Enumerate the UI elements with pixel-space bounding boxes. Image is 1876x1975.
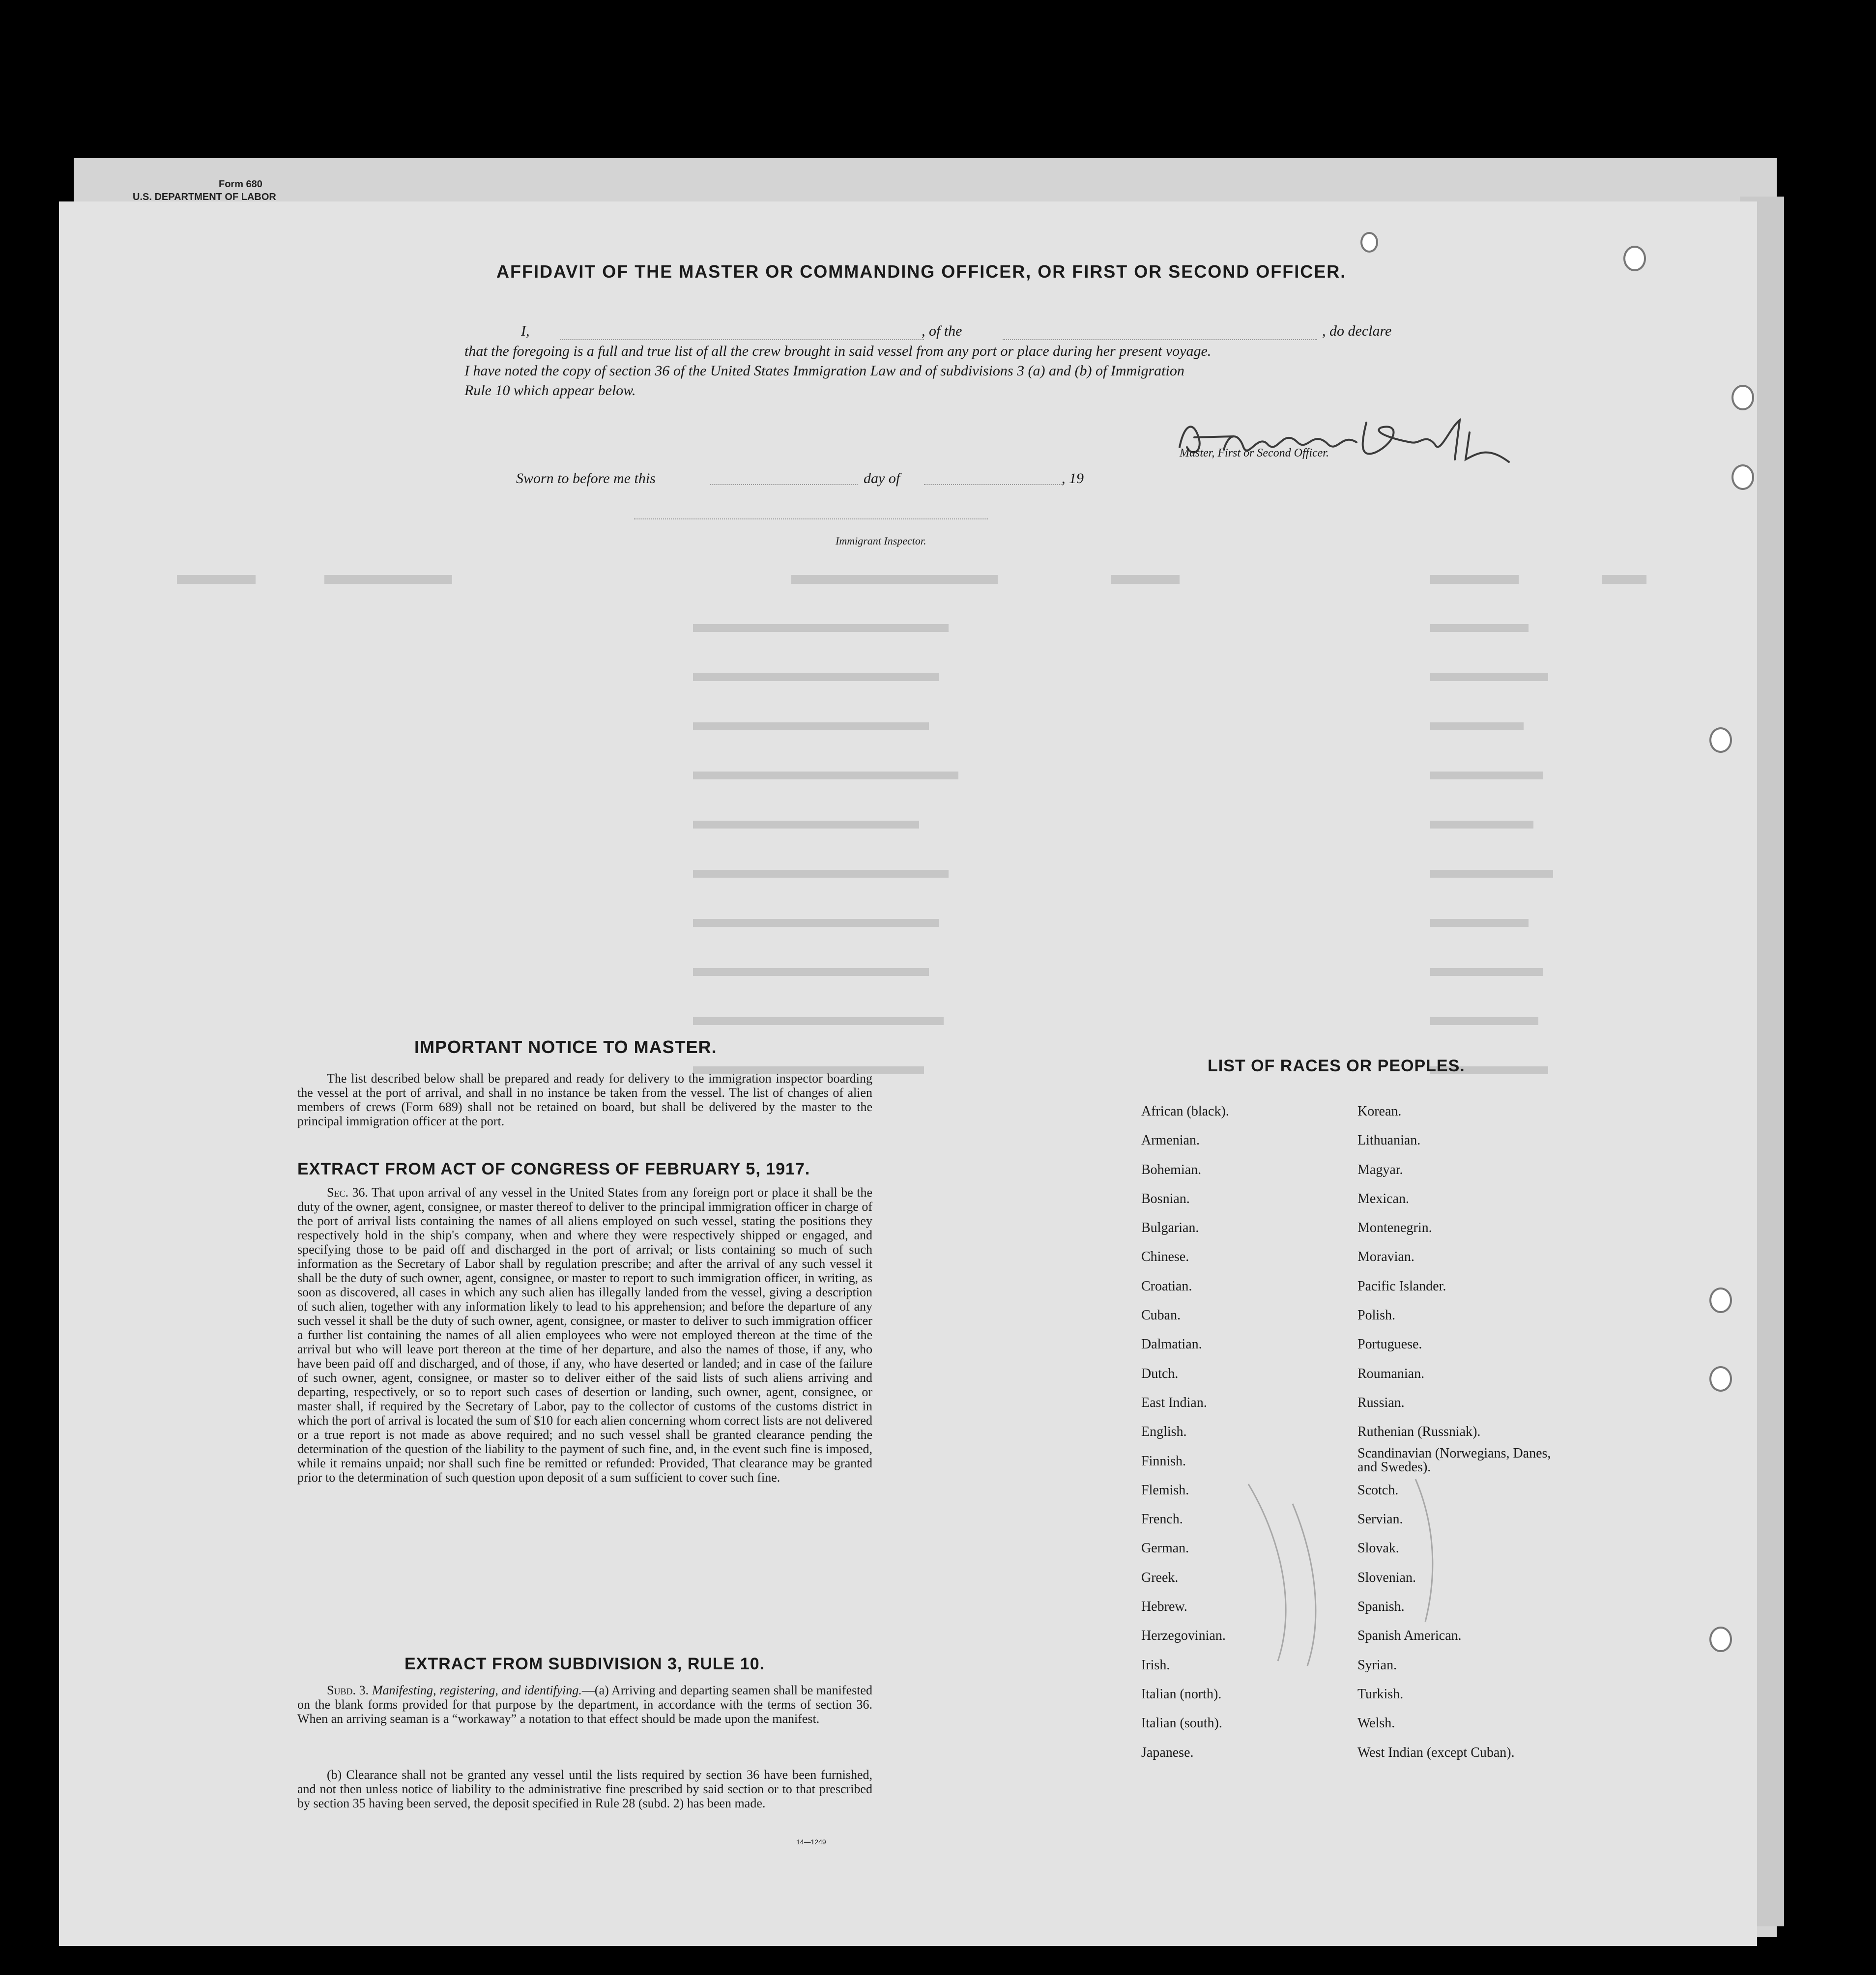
race-item: African (black). xyxy=(1141,1104,1229,1119)
inspector-label: Immigrant Inspector. xyxy=(836,535,926,547)
extract-act-body xyxy=(297,1185,872,1485)
race-item: French. xyxy=(1141,1512,1183,1527)
punch-hole-2 xyxy=(1732,385,1754,410)
race-item: Polish. xyxy=(1357,1308,1396,1323)
race-item: Bulgarian. xyxy=(1141,1220,1199,1236)
print-code: 14—1249 xyxy=(796,1838,826,1846)
subd-heading: Manifesting, registering, and identifying. xyxy=(372,1683,582,1697)
declaration-line-1 xyxy=(521,322,1430,341)
race-item: Herzegovinian. xyxy=(1141,1628,1226,1644)
day-of-text: day of xyxy=(864,470,900,487)
races-left-column xyxy=(1141,1097,1229,1767)
form-header xyxy=(133,178,276,203)
race-item: Armenian. xyxy=(1141,1133,1200,1148)
punch-hole-4 xyxy=(1709,727,1732,753)
department-name: U.S. DEPARTMENT OF LABOR xyxy=(133,192,276,202)
subd-label: Subd. 3. xyxy=(327,1683,369,1697)
punch-hole-8 xyxy=(1360,232,1378,253)
race-item: Slovenian. xyxy=(1357,1570,1416,1585)
sworn-text: Sworn to before me this xyxy=(516,470,656,487)
races-title: LIST OF RACES OR PEOPLES. xyxy=(1208,1057,1465,1075)
race-item: Servian. xyxy=(1357,1512,1403,1527)
race-item: Slovak. xyxy=(1357,1541,1399,1556)
race-item: Italian (north). xyxy=(1141,1686,1222,1702)
race-item: Pacific Islander. xyxy=(1357,1278,1446,1294)
race-item: Mexican. xyxy=(1357,1191,1409,1206)
race-item: Italian (south). xyxy=(1141,1716,1222,1731)
race-item: East Indian. xyxy=(1141,1395,1207,1410)
race-item: German. xyxy=(1141,1541,1189,1556)
race-item: Hebrew. xyxy=(1141,1599,1187,1615)
declaration-line-4: Rule 10 which appear below. xyxy=(464,382,636,399)
race-item: Moravian. xyxy=(1357,1249,1414,1265)
race-item: Turkish. xyxy=(1357,1686,1404,1702)
sec-36-text: That upon arrival of any vessel in the United States from any foreign port or place it shall be the duty of the owner, agent, consignee, or master thereof to deliver to the principal immigration officer in charge of the port of arrival lists containing the names of all aliens employed on such vessel, stating the positions they respectively hold in the ship's company, when and where they were respectively shipped or engaged, and specifying those to be paid off and discharged in the port of arrival; or lists containing so much of such information as the Secretary of Labor shall by regulation prescribe; and after the arrival of any such vessel it shall be the duty of such owner, agent, consignee, or master to report to such immigration officer, in writing, as soon as discovered, all cases in which any such alien has illegally landed from the vessel, giving a description of such alien, together with any information likely to lead to his apprehension; and before the departure of any such vessel it shall be the duty of such owner, agent, consignee, or master to deliver to such immigration officer a further list containing the names of all alien employees who were not employed thereon at the time of the arrival but who will leave port thereon at the time of her departure, and also the names of those, if any, who have been paid off and discharged, and of those, if any, who have deserted or landed; and in case of the failure of such owner, agent, consignee, or master so to deliver either of the said lists of such aliens arriving and departing, respectively, or so to report such cases of desertion or landing, such owner, agent, consignee, or master shall, if required by the Secretary of Labor, pay to the collector of customs of the customs district in which the port of arrival is located the sum of $10 for each alien concerning whom correct lists are not delivered or a true report is not made as above required; and no such vessel shall be granted clearance pending the determination of the question of the liability to the payment of such fine, and, in the event such fine is imposed, while it remains unpaid; nor shall such fine be remitted or refunded: Provided, That clearance may be granted prior to the determination of such question upon deposit of a sum sufficient to cover such fine. xyxy=(297,1185,872,1485)
race-item: Bohemian. xyxy=(1141,1162,1202,1177)
race-item: Welsh. xyxy=(1357,1716,1395,1731)
subd-b-paragraph: (b) Clearance shall not be granted any vessel until the lists required by section 36 have been furnished, and not then unless notice of liability to the administrative fine prescribed by said section or to that prescribed by section 35 having been served, the deposit specified in Rule 28 (subd. 2) has been made. xyxy=(297,1768,872,1810)
race-item: West Indian (except Cuban). xyxy=(1357,1745,1515,1760)
race-item: Roumanian. xyxy=(1357,1366,1425,1381)
master-label: Master, First or Second Officer. xyxy=(1180,447,1329,459)
race-item: Bosnian. xyxy=(1141,1191,1190,1206)
race-item: Finnish. xyxy=(1141,1453,1186,1469)
inspector-signature-blank xyxy=(634,518,988,519)
race-item: Spanish American. xyxy=(1357,1628,1462,1644)
affidavit-title: AFFIDAVIT OF THE MASTER OR COMMANDING OFFICER, OR FIRST OR SECOND OFFICER. xyxy=(496,261,1347,282)
subd-a-paragraph xyxy=(297,1683,872,1726)
race-item: Spanish. xyxy=(1357,1599,1405,1615)
punch-hole-6 xyxy=(1709,1366,1732,1392)
race-item: Irish. xyxy=(1141,1657,1170,1673)
race-item: Scandinavian (Norwegians, Danes, and Swedes). xyxy=(1357,1445,1551,1475)
decl-declare: , do declare xyxy=(1322,323,1392,339)
race-item: Chinese. xyxy=(1141,1249,1189,1265)
decl-i: I, xyxy=(521,323,530,339)
race-item: Syrian. xyxy=(1357,1657,1397,1673)
race-item: Flemish. xyxy=(1141,1482,1189,1498)
declaration-line-2: that the foregoing is a full and true list of all the crew brought in said vessel from any port or place during her present voyage. xyxy=(464,343,1212,359)
notice-body: The list described below shall be prepared and ready for delivery to the immigration inspector boarding the vessel at the port of arrival, and shall in no instance be taken from the vessel. The list of changes of alien members of crews (Form 689) shall not be retained on board, but shall be delivered by the master to the principal immigration officer at the port. xyxy=(297,1071,872,1128)
race-item: Cuban. xyxy=(1141,1308,1181,1323)
punch-hole-3 xyxy=(1732,464,1754,490)
punch-hole-7 xyxy=(1709,1627,1732,1652)
notice-title: IMPORTANT NOTICE TO MASTER. xyxy=(414,1037,717,1057)
race-item: Magyar. xyxy=(1357,1162,1403,1177)
race-item: Scotch. xyxy=(1357,1482,1399,1498)
sworn-day-blank xyxy=(710,484,858,485)
month-blank xyxy=(924,484,1062,485)
pencil-marks xyxy=(1219,1474,1465,1671)
subd-a-text: —(a) Arriving and departing seamen shall be manifested on the blank forms provided for that purpose by the department, in accordance with the terms of section 36. When an arriving seaman is a “workaway” a notation to that effect should be made upon the manifest. xyxy=(297,1683,872,1726)
race-item: Russian. xyxy=(1357,1395,1405,1410)
vessel-blank xyxy=(1003,339,1317,340)
declaration-line-3: I have noted the copy of section 36 of the United States Immigration Law and of subdivisions 3 (a) and (b) of Immigration xyxy=(464,363,1184,379)
punch-hole-5 xyxy=(1709,1288,1732,1313)
race-item: Lithuanian. xyxy=(1357,1133,1421,1148)
name-blank xyxy=(560,339,924,340)
race-item: Croatian. xyxy=(1141,1278,1192,1294)
extract-rule-title: EXTRACT FROM SUBDIVISION 3, RULE 10. xyxy=(404,1655,765,1673)
race-item: Ruthenian (Russniak). xyxy=(1357,1424,1481,1440)
decl-of-the: , of the xyxy=(922,323,962,339)
race-item: Dalmatian. xyxy=(1141,1337,1202,1352)
race-item: Montenegrin. xyxy=(1357,1220,1432,1236)
race-item: English. xyxy=(1141,1424,1187,1440)
race-item: Portuguese. xyxy=(1357,1337,1422,1352)
form-number: Form 680 xyxy=(219,179,262,190)
race-item: Japanese. xyxy=(1141,1745,1194,1760)
race-item: Dutch. xyxy=(1141,1366,1179,1381)
race-item: Greek. xyxy=(1141,1570,1179,1585)
race-item: Korean. xyxy=(1357,1104,1402,1119)
punch-hole-1 xyxy=(1623,246,1646,271)
year-text: , 19 xyxy=(1062,470,1084,487)
extract-act-title: EXTRACT FROM ACT OF CONGRESS OF FEBRUARY 5, 1917. xyxy=(297,1160,810,1178)
sec-label: Sec. 36. xyxy=(327,1185,368,1200)
